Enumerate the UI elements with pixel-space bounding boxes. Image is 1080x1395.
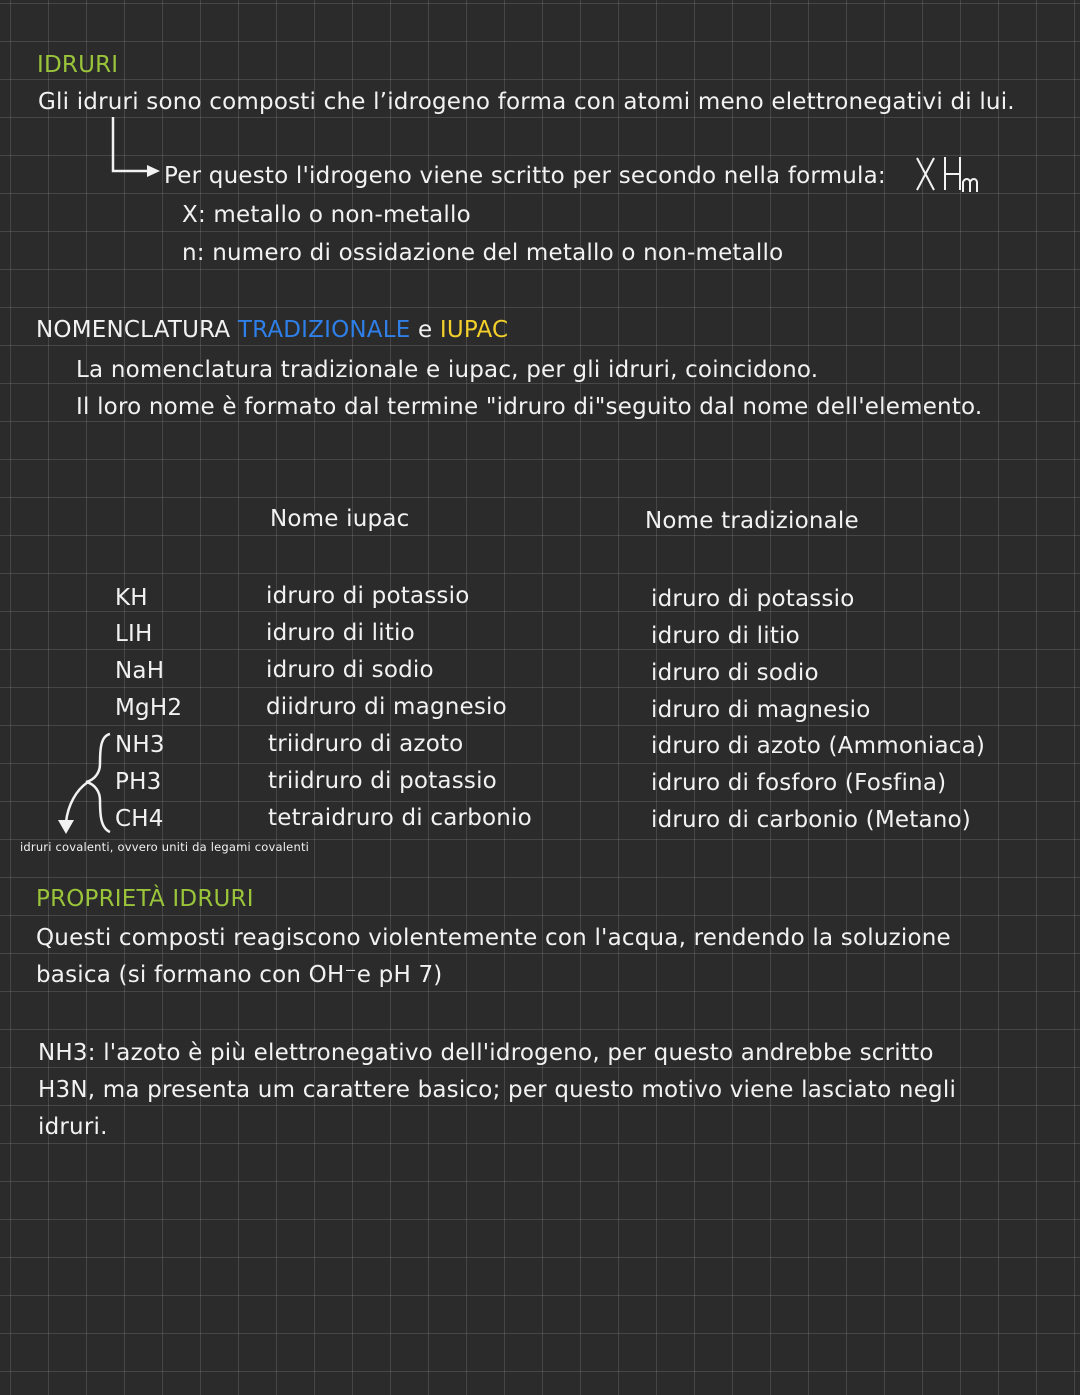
proprieta-line-2: basica (si formano con OH⁻e pH 7) xyxy=(36,962,443,988)
row-formula: NH3 xyxy=(115,732,165,758)
nh3-note-line-2: H3N, ma presenta um carattere basico; per questo motivo viene lasciato negli xyxy=(38,1077,957,1103)
covalent-brace xyxy=(86,734,110,832)
row-trad: idruro di litio xyxy=(651,623,800,649)
brace-arrow xyxy=(66,782,88,822)
header-nome-tradizionale: Nome tradizionale xyxy=(645,508,859,534)
row-trad: idruro di sodio xyxy=(651,660,819,686)
formula-xhm xyxy=(917,157,977,192)
nomenclatura-heading xyxy=(36,317,508,343)
row-iupac: idruro di litio xyxy=(266,620,415,646)
covalent-note: idruri covalenti, ovvero uniti da legami covalenti xyxy=(20,840,310,854)
section-title-proprieta: PROPRIETÀ IDRURI xyxy=(36,886,254,912)
row-trad: idruro di azoto (Ammoniaca) xyxy=(651,733,986,759)
n-note: n: numero di ossidazione del metallo o non-metallo xyxy=(182,240,784,266)
heading-e: e xyxy=(418,317,433,343)
row-trad: idruro di magnesio xyxy=(651,697,871,723)
idruri-definition: Gli idruri sono composti che l’idrogeno forma con atomi meno elettronegativi di lui. xyxy=(38,89,1015,115)
row-formula: LIH xyxy=(115,621,153,647)
row-iupac: triidruro di potassio xyxy=(268,768,497,794)
nomenclatura-line-2: Il loro nome è formato dal termine "idruro di"seguito dal nome dell'elemento. xyxy=(76,394,983,420)
row-iupac: tetraidruro di carbonio xyxy=(268,805,532,831)
row-formula: CH4 xyxy=(115,806,164,832)
x-note: X: metallo o non-metallo xyxy=(182,202,471,228)
row-formula: MgH2 xyxy=(115,695,183,721)
row-iupac: diidruro di magnesio xyxy=(266,694,507,720)
row-trad: idruro di carbonio (Metano) xyxy=(651,807,971,833)
row-trad: idruro di fosforo (Fosfina) xyxy=(651,770,947,796)
row-iupac: triidruro di azoto xyxy=(268,731,464,757)
row-formula: KH xyxy=(115,585,148,611)
nomenclatura-line-1: La nomenclatura tradizionale e iupac, per gli idruri, coincidono. xyxy=(76,357,819,383)
heading-tradizionale: TRADIZIONALE xyxy=(237,317,411,343)
heading-nomenclatura: NOMENCLATURA xyxy=(36,317,231,343)
connector-arrowhead xyxy=(147,165,160,177)
heading-iupac: IUPAC xyxy=(439,317,509,343)
row-formula: PH3 xyxy=(115,769,162,795)
row-iupac: idruro di potassio xyxy=(266,583,470,609)
nh3-note-line-3: idruri. xyxy=(38,1114,108,1140)
formula-note: Per questo l'idrogeno viene scritto per secondo nella formula: xyxy=(164,163,886,189)
row-formula: NaH xyxy=(115,658,165,684)
brace-arrowhead xyxy=(58,820,74,834)
section-title-idruri: IDRURI xyxy=(37,52,119,78)
proprieta-line-1: Questi composti reagiscono violentemente con l'acqua, rendendo la soluzione xyxy=(36,925,951,951)
nh3-note-line-1: NH3: l'azoto è più elettronegativo dell'idrogeno, per questo andrebbe scritto xyxy=(38,1040,934,1066)
row-trad: idruro di potassio xyxy=(651,586,855,612)
connector-arrow xyxy=(113,117,150,171)
row-iupac: idruro di sodio xyxy=(266,657,434,683)
header-nome-iupac: Nome iupac xyxy=(270,506,410,532)
